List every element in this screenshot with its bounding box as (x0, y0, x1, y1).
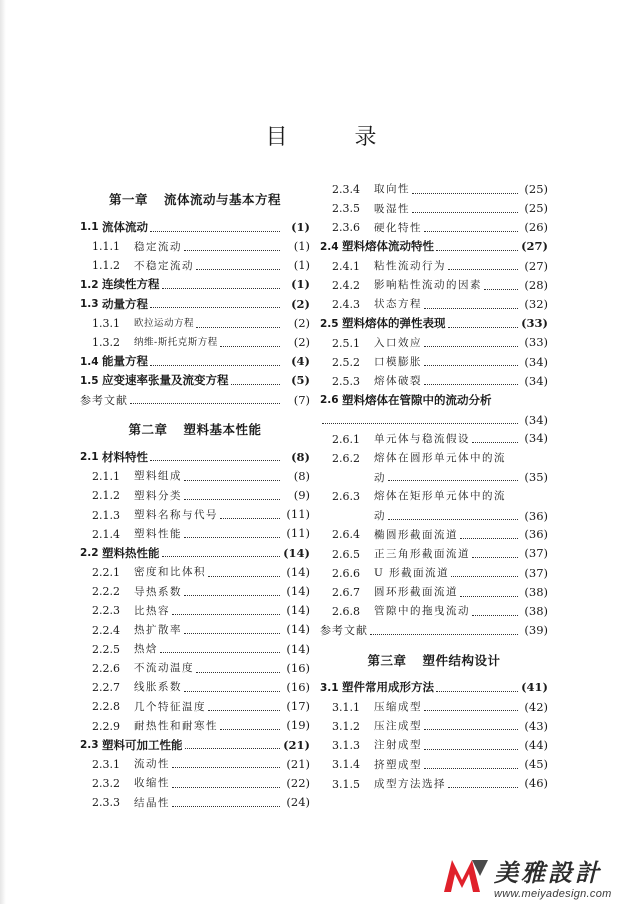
toc-entry-references (80, 391, 310, 410)
page-number: (1) (291, 219, 310, 234)
page-number: (37) (524, 565, 548, 580)
page-number: (16) (286, 660, 310, 675)
dot-leader (424, 383, 518, 385)
page-number: (21) (286, 756, 310, 771)
entry-title: 欧拉运动方程 (134, 317, 195, 329)
entry-number: 2.3.4 (332, 183, 360, 197)
dot-leader (460, 537, 518, 539)
toc-entry-subsection (80, 601, 310, 620)
dot-leader (448, 786, 518, 788)
entry-title: 不流动温度 (134, 662, 194, 675)
entry-number: 2.2.3 (92, 604, 120, 618)
entry-number: 1.2 (80, 278, 99, 291)
entry-title: 塑料熔体流动特性 (342, 239, 434, 254)
toc-entry-subsection (320, 449, 548, 468)
dot-leader (451, 575, 518, 577)
chapter-title: 塑件结构设计 (422, 652, 501, 668)
page-number: (14) (286, 622, 310, 637)
page-number: (2) (291, 296, 310, 311)
toc-entry-subsection (320, 276, 548, 295)
entry-number: 2.1 (80, 451, 99, 464)
page-number: (24) (286, 795, 310, 810)
entry-title: 耐热性和耐寒性 (134, 719, 218, 732)
entry-title: 单元体与稳流假设 (374, 432, 470, 445)
toc-entry-subsection (320, 334, 548, 353)
entry-number: 2.5.1 (332, 336, 360, 350)
page-number: (14) (286, 603, 310, 618)
page-number: (25) (524, 201, 548, 216)
toc-entry-section (80, 218, 310, 237)
toc-entry-subsection (320, 180, 548, 199)
page-number: (27) (524, 258, 548, 273)
page-number: (1) (293, 258, 310, 273)
page-number: (25) (524, 181, 548, 196)
dot-leader (172, 805, 280, 807)
toc-entry-subsection (80, 467, 310, 486)
toc-entry-subsection (80, 525, 310, 544)
dot-leader (424, 364, 518, 366)
dot-leader (184, 594, 280, 596)
entry-number: 1.3.1 (92, 317, 120, 331)
entry-title: 密度和比体积 (134, 566, 206, 579)
toc-entry-references (320, 621, 548, 640)
toc-entry-section (80, 544, 310, 563)
entry-number: 2.1.1 (92, 470, 120, 484)
entry-number: 2.1.2 (92, 489, 120, 503)
entry-title: 线胀系数 (134, 681, 182, 694)
entry-title: 参考文献 (320, 624, 368, 638)
toc-entry-subsection (320, 429, 548, 448)
toc-entry-subsection (80, 582, 310, 601)
page-number: (22) (286, 775, 310, 790)
entry-number: 2.4 (320, 240, 339, 253)
entry-title: U 形截面流道 (374, 567, 450, 580)
subsection-number: 2.6.3 (332, 490, 360, 504)
subsection-title: 熔体在圆形单元体中的流 (374, 451, 506, 464)
toc-entry-subsection (80, 793, 310, 812)
entry-number: 2.5.3 (332, 374, 360, 388)
entry-number: 3.1 (320, 681, 339, 694)
entry-title: 收缩性 (134, 777, 170, 790)
page-number: (32) (524, 296, 548, 311)
toc-entry-subsection (320, 545, 548, 564)
dot-leader (185, 747, 281, 749)
entry-title: 能量方程 (102, 354, 148, 369)
page-number: (11) (286, 526, 310, 541)
dot-leader (424, 767, 518, 769)
page-number: (37) (524, 546, 548, 561)
dot-leader (448, 268, 518, 270)
entry-title: 正三角形截面流道 (374, 547, 470, 560)
entry-title: 纳维-斯托克斯方程 (134, 336, 218, 348)
toc-entry-subsection (320, 774, 548, 793)
entry-title: 应变速率张量及流变方程 (102, 373, 229, 388)
page-number: (44) (524, 737, 548, 752)
dot-leader (150, 230, 280, 232)
entry-title: 口模膨胀 (374, 356, 422, 369)
page-number: (41) (521, 680, 548, 695)
entry-title: 硬化特性 (374, 221, 422, 234)
entry-title: 塑件常用成形方法 (342, 680, 434, 695)
entry-number: 2.2.8 (92, 700, 120, 714)
page-number: (14) (286, 584, 310, 599)
entry-number: 2.2.5 (92, 642, 120, 656)
toc-entry-section (320, 314, 548, 333)
page-number: (34) (524, 354, 548, 369)
chapter-number: 第三章 (367, 652, 407, 668)
entry-title: 压缩成型 (374, 701, 422, 714)
dot-leader (472, 556, 518, 558)
entry-number: 2.3.6 (332, 221, 360, 235)
entry-number: 2.2.9 (92, 719, 120, 733)
toc-entry-subsection (80, 678, 310, 697)
entry-number: 2.4.2 (332, 279, 360, 293)
entry-number: 2.6.1 (332, 432, 360, 446)
page-number: (2) (293, 334, 310, 349)
dot-leader (484, 288, 518, 290)
entry-title: 入口效应 (374, 336, 422, 349)
dot-leader (208, 709, 280, 711)
page-number: (8) (291, 449, 310, 464)
page-number: (33) (524, 335, 548, 350)
entry-title: 不稳定流动 (134, 259, 194, 272)
entry-number: 2.2.6 (92, 662, 120, 676)
toc-entry-continuation (320, 468, 548, 487)
toc-right-column (320, 180, 548, 794)
entry-number: 2.6.6 (332, 566, 360, 580)
toc-entry-subsection (320, 257, 548, 276)
entry-number: 2.2.2 (92, 585, 120, 599)
entry-number: 2.2.4 (92, 623, 120, 637)
entry-number: 2.2.7 (92, 681, 120, 695)
entry-number: 1.1 (80, 221, 99, 234)
dot-leader (184, 536, 280, 538)
page-number: (36) (524, 527, 548, 542)
toc-entry-subsection (320, 755, 548, 774)
toc-entry-subsection (320, 717, 548, 736)
dot-leader (150, 459, 280, 461)
entry-number: 1.3 (80, 298, 99, 311)
page-title: 目 录 (265, 125, 407, 150)
toc-entry-continuation (320, 410, 548, 429)
page-number: (26) (524, 220, 548, 235)
entry-number: 3.1.4 (332, 758, 360, 772)
page-number: (33) (521, 316, 548, 331)
entry-title: 塑料可加工性能 (102, 737, 183, 752)
entry-number: 2.1.4 (92, 527, 120, 541)
dot-leader (388, 479, 518, 481)
entry-title: 管隙中的拖曳流动 (374, 605, 470, 618)
page-number: (11) (286, 507, 310, 522)
chapter-heading (320, 641, 548, 679)
entry-number: 2.2 (80, 547, 99, 560)
toc-entry-subsection (320, 487, 548, 506)
page-number: (16) (286, 679, 310, 694)
watermark-logo (442, 848, 642, 904)
entry-title: 热扩散率 (134, 623, 182, 636)
subsection-number: 2.6.2 (332, 451, 360, 465)
logo-chinese-text: 美雅設計 (494, 858, 602, 887)
entry-title: 注射成型 (374, 739, 422, 752)
toc-entry-section (80, 352, 310, 371)
dot-leader (322, 422, 518, 424)
dot-leader (220, 517, 280, 519)
entry-number: 2.5.2 (332, 355, 360, 369)
toc-entry-subsection (80, 717, 310, 736)
entry-number: 2.3.1 (92, 757, 120, 771)
toc-entry-section (320, 391, 548, 410)
toc-entry-subsection (80, 505, 310, 524)
dot-leader (184, 249, 280, 251)
dot-leader (424, 748, 518, 750)
entry-number: 1.1.1 (92, 240, 120, 254)
entry-title: 取向性 (374, 183, 410, 196)
entry-title: 影响粘性流动的因素 (374, 279, 482, 292)
toc-entry-subsection (80, 697, 310, 716)
page-number: (35) (524, 470, 548, 485)
page-number: (4) (291, 354, 310, 369)
page-number: (19) (286, 718, 310, 733)
dot-leader (172, 786, 280, 788)
toc-entry-subsection (80, 563, 310, 582)
page-number: (34) (524, 412, 548, 427)
entry-title: 结晶性 (134, 796, 170, 809)
toc-entry-subsection (80, 640, 310, 659)
entry-title: 吸湿性 (374, 202, 410, 215)
entry-title: 粘性流动行为 (374, 260, 446, 273)
entry-title: 稳定流动 (134, 240, 182, 253)
toc-entry-section (80, 448, 310, 467)
dot-leader (424, 728, 518, 730)
page-number: (36) (524, 508, 548, 523)
toc-entry-subsection (80, 755, 310, 774)
entry-number: 2.1.3 (92, 508, 120, 522)
dot-leader (184, 479, 280, 481)
toc-entry-section (80, 372, 310, 391)
dot-leader (424, 230, 518, 232)
dot-leader (220, 728, 280, 730)
entry-title: 比热容 (134, 604, 170, 617)
page-number: (45) (524, 757, 548, 772)
dot-leader (184, 690, 280, 692)
dot-leader (184, 632, 280, 634)
chapter-title: 流体流动与基本方程 (164, 192, 282, 207)
entry-number: 3.1.1 (332, 700, 360, 714)
page-number: (43) (524, 718, 548, 733)
entry-title: 热焓 (134, 643, 158, 656)
entry-title: 流动性 (134, 758, 170, 771)
toc-entry-continuation (320, 506, 548, 525)
logo-mark-icon (442, 856, 490, 896)
chapter-number: 第二章 (128, 421, 168, 437)
page-number: (38) (524, 603, 548, 618)
entry-title: 塑料分类 (134, 489, 182, 502)
entry-title: 压注成型 (374, 720, 422, 733)
entry-number: 2.6.4 (332, 528, 360, 542)
entry-title: 动量方程 (102, 296, 148, 311)
toc-entry-subsection (320, 218, 548, 237)
page-number: (1) (293, 239, 310, 254)
logo-url-text: www.meiyadesign.com (494, 887, 612, 900)
dot-leader (150, 306, 280, 308)
dot-leader (412, 192, 518, 194)
page-number: (27) (521, 239, 548, 254)
toc-entry-section (320, 679, 548, 698)
entry-title: 状态方程 (374, 298, 422, 311)
dot-leader (424, 709, 518, 711)
toc-entry-subsection (320, 525, 548, 544)
entry-number: 1.1.2 (92, 259, 120, 273)
dot-leader (220, 345, 280, 347)
page-number: (7) (293, 392, 310, 407)
toc-entry-subsection (320, 736, 548, 755)
subsection-title: 熔体在矩形单元体中的流 (374, 490, 506, 503)
toc-entry-subsection (320, 698, 548, 717)
entry-number: 3.1.5 (332, 777, 360, 791)
dot-leader (172, 613, 280, 615)
toc-entry-section (320, 238, 548, 257)
chapter-heading (80, 410, 310, 448)
dot-leader (150, 364, 280, 366)
dot-leader (388, 518, 518, 520)
entry-number: 2.2.1 (92, 566, 120, 580)
dot-leader (424, 307, 518, 309)
entry-number: 1.4 (80, 355, 99, 368)
chapter-heading (80, 180, 310, 218)
page-number: (8) (293, 468, 310, 483)
toc-entry-subsection (80, 314, 310, 333)
toc-entry-subsection (320, 602, 548, 621)
toc-entry-subsection (80, 774, 310, 793)
dot-leader (436, 249, 518, 251)
entry-number: 2.5 (320, 317, 339, 330)
dot-leader (370, 633, 518, 635)
entry-number: 2.3.3 (92, 796, 120, 810)
entry-title: 塑料热性能 (102, 545, 160, 560)
entry-title: 几个特征温度 (134, 700, 206, 713)
dot-leader (162, 555, 281, 557)
page-number: (5) (291, 373, 310, 388)
entry-number: 2.4.1 (332, 259, 360, 273)
dot-leader (460, 595, 518, 597)
dot-leader (184, 498, 280, 500)
toc-entry-subsection (80, 256, 310, 275)
dot-leader (196, 326, 280, 328)
toc-entry-subsection (320, 564, 548, 583)
entry-title: 椭圆形截面流道 (374, 528, 458, 541)
entry-title: 成型方法选择 (374, 777, 446, 790)
chapter-number: 第一章 (108, 192, 148, 207)
entry-number: 2.6.8 (332, 605, 360, 619)
entry-number: 1.5 (80, 374, 99, 387)
entry-number: 2.3 (80, 739, 99, 752)
dot-leader (412, 211, 518, 213)
toc-entry-subsection (320, 583, 548, 602)
entry-number: 3.1.2 (332, 719, 360, 733)
dot-leader (436, 690, 518, 692)
subsection-title-continued: 动 (374, 471, 386, 484)
page-number: (21) (283, 737, 310, 752)
page-number: (14) (286, 564, 310, 579)
entry-number: 2.6.7 (332, 586, 360, 600)
dot-leader (472, 441, 518, 443)
entry-number: 2.3.2 (92, 777, 120, 791)
entry-title: 塑料组成 (134, 470, 182, 483)
entry-title: 材料特性 (102, 449, 148, 464)
page-number: (14) (283, 545, 310, 560)
page-number: (34) (524, 373, 548, 388)
page-number: (38) (524, 584, 548, 599)
entry-number: 2.4.3 (332, 298, 360, 312)
entry-title: 参考文献 (80, 393, 128, 407)
entry-number: 2.3.5 (332, 202, 360, 216)
dot-leader (472, 614, 518, 616)
toc-entry-subsection (80, 659, 310, 678)
page-number: (14) (286, 641, 310, 656)
toc-left-column (80, 180, 310, 812)
subsection-title-continued: 动 (374, 510, 386, 523)
dot-leader (160, 651, 280, 653)
page-number: (28) (524, 277, 548, 292)
dot-leader (231, 383, 281, 385)
dot-leader (162, 287, 281, 289)
page-number: (9) (293, 488, 310, 503)
entry-number: 2.6.5 (332, 547, 360, 561)
page-number: (39) (524, 623, 548, 638)
toc-entry-subsection (320, 199, 548, 218)
dot-leader (172, 766, 280, 768)
page-number: (34) (524, 431, 548, 446)
toc-entry-section (80, 736, 310, 755)
page-number: (42) (524, 699, 548, 714)
toc-entry-subsection (80, 486, 310, 505)
toc-entry-subsection (320, 353, 548, 372)
toc-entry-subsection (80, 621, 310, 640)
toc-entry-subsection (80, 237, 310, 256)
page-number: (1) (291, 277, 310, 292)
dot-leader (448, 326, 519, 328)
dot-leader (208, 575, 280, 577)
section-number: 2.6 (320, 394, 339, 407)
toc-entry-section (80, 295, 310, 314)
entry-title: 塑料性能 (134, 527, 182, 540)
entry-title: 熔体破裂 (374, 375, 422, 388)
entry-title: 导热系数 (134, 585, 182, 598)
dot-leader (196, 671, 280, 673)
section-title: 塑料熔体在管隙中的流动分析 (342, 392, 492, 407)
toc-entry-subsection (320, 372, 548, 391)
entry-title: 挤塑成型 (374, 758, 422, 771)
dot-leader (130, 402, 280, 404)
entry-number: 3.1.3 (332, 739, 360, 753)
entry-title: 流体流动 (102, 219, 148, 234)
entry-title: 塑料名称与代号 (134, 508, 218, 521)
entry-title: 连续性方程 (102, 277, 160, 292)
dot-leader (196, 268, 280, 270)
page-number: (46) (524, 776, 548, 791)
entry-title: 塑料熔体的弹性表现 (342, 316, 446, 331)
dot-leader (424, 345, 518, 347)
toc-entry-subsection (80, 333, 310, 352)
toc-entry-subsection (320, 295, 548, 314)
page-number: (2) (293, 315, 310, 330)
entry-title: 圆环形截面流道 (374, 586, 458, 599)
entry-number: 1.3.2 (92, 336, 120, 350)
chapter-title: 塑料基本性能 (183, 421, 262, 437)
page-number: (17) (286, 699, 310, 714)
toc-entry-section (80, 276, 310, 295)
